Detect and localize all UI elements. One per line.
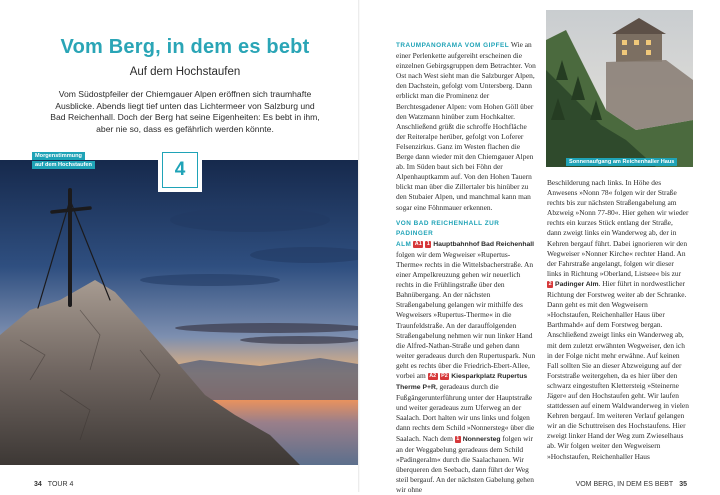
padinger-label: Padinger Alm xyxy=(555,280,599,288)
photo-caption-line1: Morgenstimmung xyxy=(32,152,85,160)
photo-caption-line2: auf dem Hochstaufen xyxy=(32,161,95,169)
section-heading-panorama: TRAUMPANORAMA VOM GIPFEL xyxy=(396,42,510,49)
mountain-hut-illustration xyxy=(546,10,693,167)
page-subtitle: Auf dem Hochstaufen xyxy=(129,66,241,78)
route2-text-a: Beschilderung nach links. In Höhe des Anwesens »Nonn 78« folgen wir der Straße rechts bis zur nächsten Straßengabelung am Abzweig »Nonn 77-80«. Hier gehen wir wieder rechts ein kurzes Stück entlang der Straße, dann zweigt links ein Wanderweg ab, der in Kehren bergauf führt. Dabei ignorieren wir den Wegweiser »Nonner Kirche« rechter Hand. An der Fahrstraße angelangt, folgen wir dieser links in Richtung »Oberland, Listsee« bis zur xyxy=(547,178,689,278)
route2-text-b: . Hier führt in nordwestlicher Richtung der Forstweg weiter ab der Schranke. Dann geht es mit den Wegweisern »Hochstaufen, Reichenhaller Haus über Barthmahd« auf dem Forstweg bergan. Anschließend zweigt links ein Wanderweg ab, mit dem zuletzt erwähnten Wegweiser, den ich in der Folge nicht mehr erwähne. Auf keinen Fall sollten Sie an dieser Abzweigung auf der Forststraße weitergehen, da es hier über den schwarz eingestuften Klettersteig »Steinerne Jäger« auf den Hochstaufen geht. Wir laufen stattdessen auf einem Waldwanderweg in vielen Kehren bergauf. Im weiteren Verlauf gelangen wir an die Schuttreisen des Hochstaufens. Hier zweigt linker Hand der Weg zum Zwieselhaus ab. Wir folgen weiter den Wegweisern »Hochstaufen, Reichenhaller Haus xyxy=(547,278,689,461)
hbf-label: Hauptbahnhof Bad Reichenhall xyxy=(433,240,535,248)
waypoint-tag-1: 1 xyxy=(426,240,430,247)
reichenhaller-haus-photo xyxy=(546,10,693,167)
route-paragraph-2 xyxy=(547,178,689,462)
left-running-head: TOUR 4 xyxy=(47,481,74,488)
text-column-2 xyxy=(547,178,689,462)
tour-number-badge xyxy=(158,148,202,192)
left-page xyxy=(0,0,360,492)
waypoint-tag-p2: P2 xyxy=(441,373,448,379)
kies-label: Kiesparkplatz Rupertus Therme P+R xyxy=(396,373,528,392)
right-running-head: VOM BERG, IN DEM ES BEBT xyxy=(575,481,674,488)
right-page-number: 35 xyxy=(679,481,687,488)
summit-cross-illustration xyxy=(0,160,358,465)
section-heading-route-cont: ALM xyxy=(396,240,412,248)
page-title: Vom Berg, in dem es bebt xyxy=(60,36,310,58)
left-page-number: 34 xyxy=(34,481,42,488)
text-column-1 xyxy=(396,40,536,495)
panorama-paragraph xyxy=(396,40,536,213)
route-text-b: , geradeaus durch die Fußgängerunterführung unter der Hauptstraße und weiter geradeaus zum Uferweg an der Saalach. Dort halten wir uns links und folgen dann rechts dem Schild »Nonnersteg« über die Saalach. Nach dem xyxy=(396,382,535,443)
tour-number: 4 xyxy=(162,152,198,188)
right-folio xyxy=(576,481,687,488)
waypoint-tag-2: 2 xyxy=(548,280,552,287)
waypoint-tag-a1: A1 xyxy=(414,240,422,247)
route-text-c: folgen wir an der Weggabelung geradeaus dem Schild »Padingeralm« durch die Saalachauen. Wir überqueren den Seebach, dann führt der Weg steil bergauf. An der nächsten Gabelung gehen wir ohne xyxy=(396,433,534,495)
summit-cross-photo xyxy=(0,160,358,465)
panorama-text: Wie an einer Perlenkette aufgereiht erscheinen die einzelnen Gebirgsgruppen dem Betrachter. Von Ost nach West sieht man die Salzburger Alpen, den Dachstein, gefolgt vom Untersberg. Dann erblickt man die Prominenz der Berchtesgadener Alpen: vom Hohen Göll über den Watzmann hinüber zum Hochkalter. Anschließend grüßt die schroffe Hochfläche der Reiteralpe herüber, gefolgt von Loferer Felsenzirkus. Ganz im Westen flachen die Berge dann wieder mit den Chiemgauer Alpen ab. Im Süden baut sich bei Föhn der Alpenhauptkamm auf. Von den Hohen Tauern blickt man über die Zillertaler bis hinüber zu den Stubaier Alpen, und manchmal kann man sogar eine Föhnmauer erkennen. xyxy=(396,40,536,212)
left-folio xyxy=(34,481,73,488)
nonnersteg-label: Nonnersteg xyxy=(462,435,501,443)
section-heading-route: VON BAD REICHENHALL ZUR PADINGER xyxy=(396,219,500,237)
intro-text: Vom Südostpfeiler der Chiemgauer Alpen eröffnen sich traumhafte Ausblicke. Abends liegt tief unten das Lichtermeer von Salzburg und Bad Reichenhall. Doch der Berg hat seine Eigenheiten: Es bebt in ihm, aber nie so, dass es gefährlich werden könnte. xyxy=(50,89,320,134)
route-text-a: folgen wir dem Wegweiser »Rupertus-Therme« rechts in die Wittelsbacherstraße. An einer Ampelkreuzung gehen wir neuerlich rechts in die Frühlingstraße über den Bahnübergang. An der nächsten Straßengabelung gelangen wir mithilfe des Wegweisers »Rupertus-Therme« in die Traunfeldstraße. An der darauffolgenden Straßengabelung nehmen wir nun linker Hand die Alfred-Nathan-Straße und gehen dann weiter geradeaus durch den Rupertuspark. Nun geht es rechts über die Friedrich-Ebert-Allee, vorbei am xyxy=(396,249,536,380)
right-photo-caption: Sonnenaufgang am Reichenhaller Haus xyxy=(566,158,677,166)
route-paragraph xyxy=(396,239,536,495)
waypoint-tag-1b: 1 xyxy=(456,435,460,442)
waypoint-tag-a2: A2 xyxy=(429,373,437,379)
